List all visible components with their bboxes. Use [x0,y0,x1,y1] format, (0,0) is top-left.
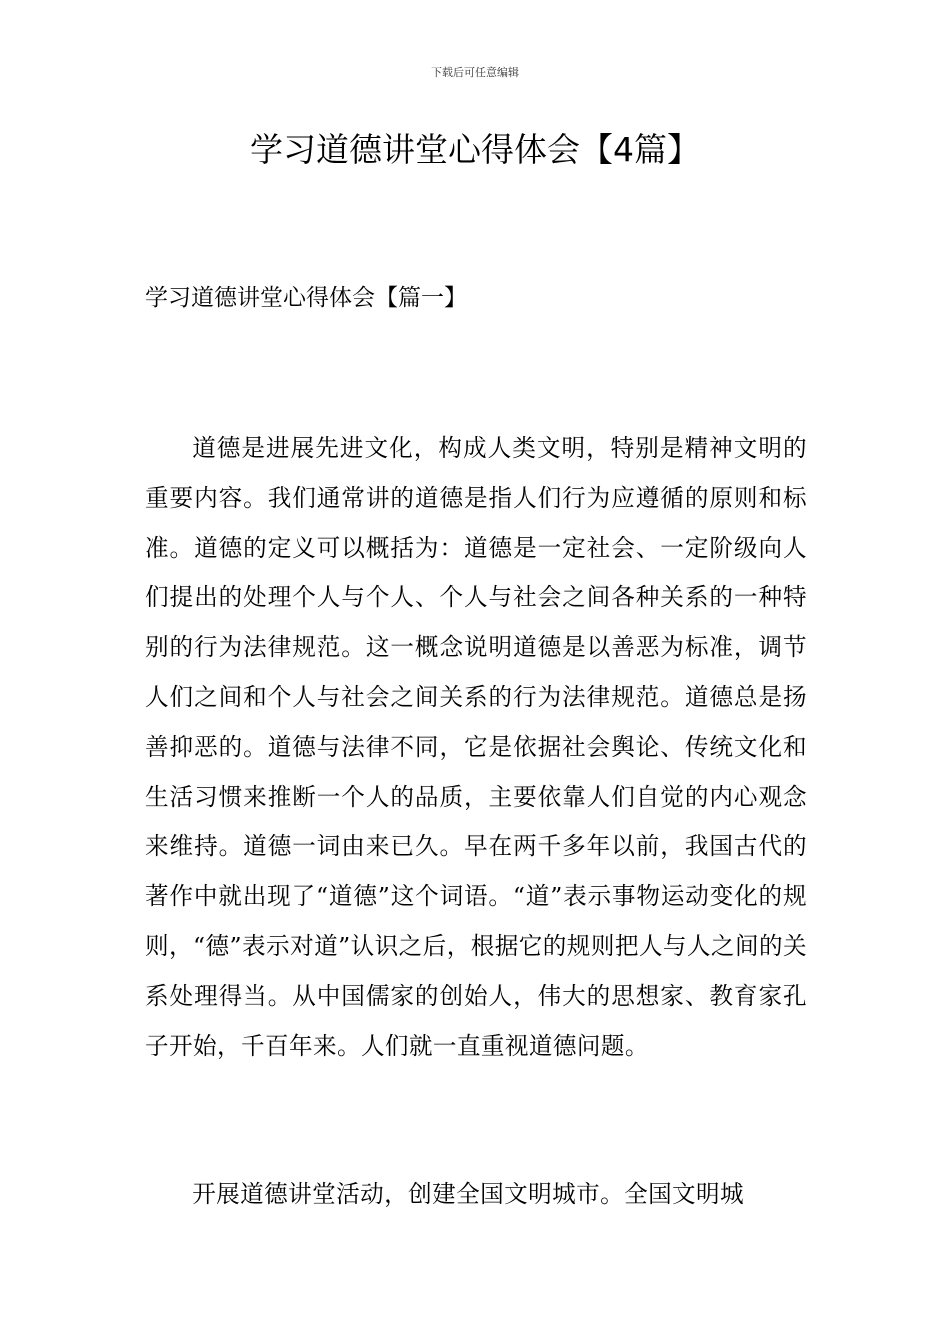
body-paragraph: 开展道德讲堂活动，创建全国文明城市。全国文明城 [192,1180,745,1208]
document-title: 学习道德讲堂心得体会【4篇】 [250,130,700,169]
body-paragraph: 道德是进展先进文化，构成人类文明，特别是精神文明的重要内容。我们通常讲的道德是指人们行为应遵循的原则和标准。道德的定义可以概括为：道德是一定社会、一定阶级向人们提出的处理个人与个人、个人与社会之间各种关系的一种特别的行为法律规范。这一概念说明道德是以善恶为标准，调节人们之间和个人与社会之间关系的行为法律规范。道德总是扬善抑恶的。道德与法律不同，它是依据社会舆论、传统文化和生活习惯来推断一个人的品质，主要依靠人们自觉的内心观念来维持。道德一词由来已久。早在两千多年以前，我国古代的著作中就出现了“道德”这个词语。“道”表示事物运动变化的规则，“德”表示对道”认识之后，根据它的规则把人与人之间的关系处理得当。从中国儒家的创始人，伟大的思想家、教育家孔子开始，千百年来。人们就一直重视道德问题。 [145,434,807,1060]
header-note: 下载后可任意编辑 [431,66,519,79]
section-heading: 学习道德讲堂心得体会【篇一】 [145,285,467,311]
